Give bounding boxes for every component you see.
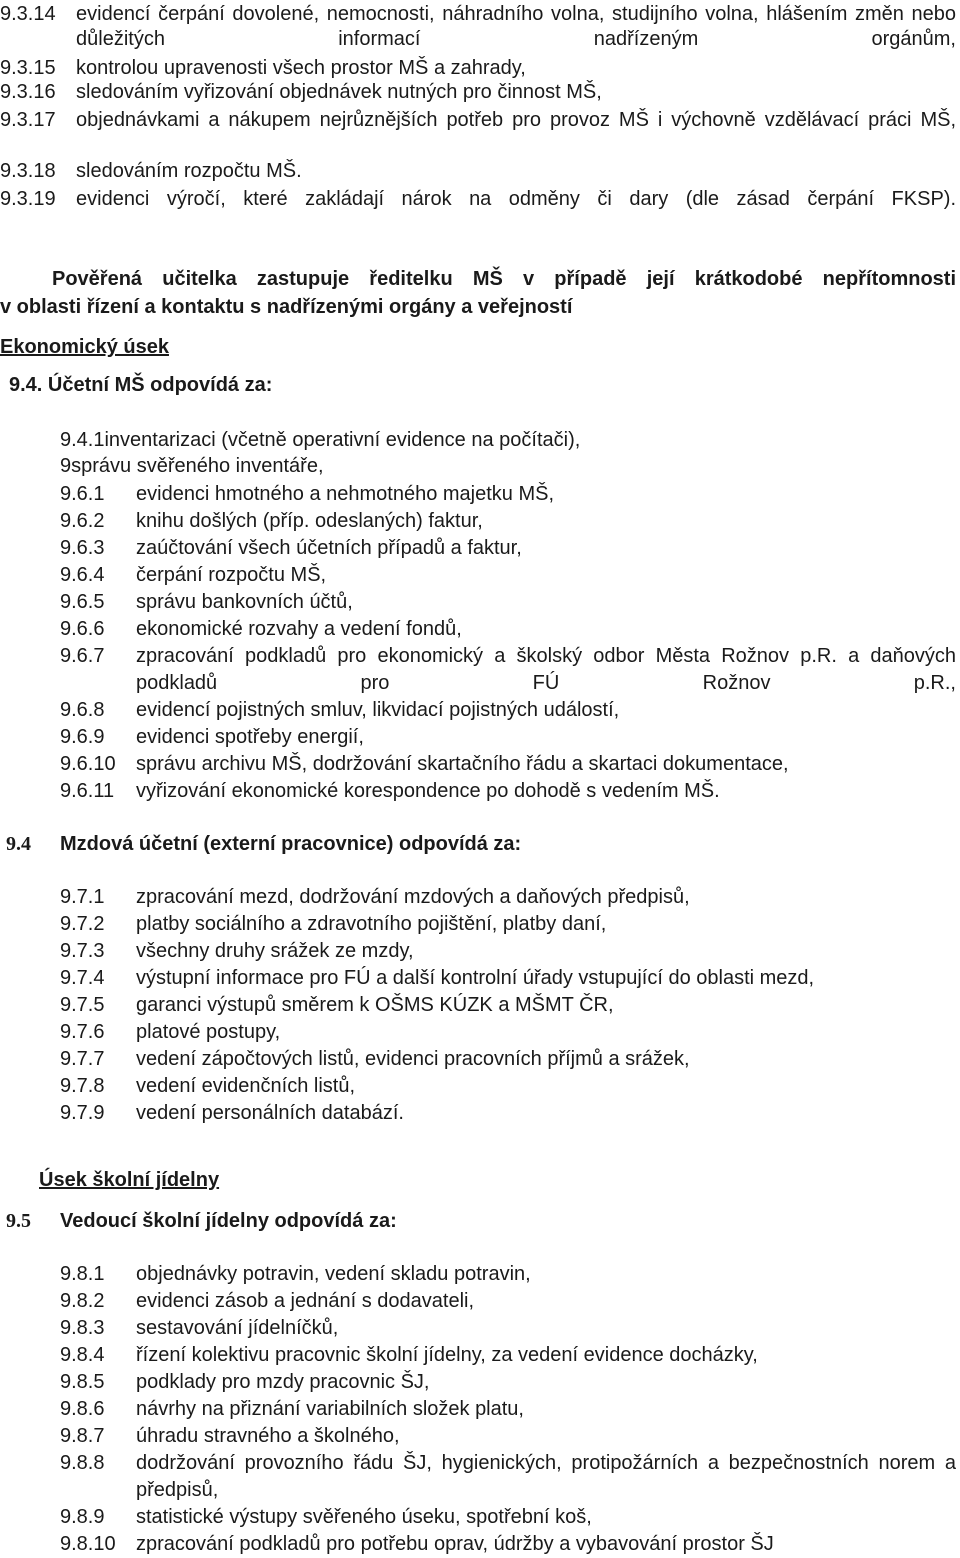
list-item bbox=[60, 481, 956, 508]
list-item bbox=[0, 56, 956, 81]
list-item bbox=[0, 159, 956, 184]
item-text: kontrolou upravenosti všech prostor MŠ a zahrady, bbox=[76, 57, 526, 79]
item-number: 9.7.6 bbox=[60, 1021, 105, 1043]
item-text: vedení evidenčních listů, bbox=[136, 1075, 356, 1097]
item-text: statistické výstupy svěřeného úseku, spotřební koš, bbox=[136, 1506, 592, 1528]
heading-number: 9.4 bbox=[6, 833, 31, 855]
item-number: 9.8.10 bbox=[60, 1533, 116, 1555]
item-text: zpracování podkladů pro potřebu oprav, údržby a vybavování prostor ŠJ bbox=[136, 1533, 774, 1555]
heading-number: 9.5 bbox=[6, 1210, 31, 1232]
item-text: objednávkami a nákupem nejrůznějších potřeb pro provoz MŠ i výchovně vzdělávací práci MŠ, bbox=[76, 109, 956, 131]
list-item bbox=[60, 562, 956, 589]
list-item bbox=[60, 1450, 956, 1504]
item-text: všechny druhy srážek ze mzdy, bbox=[136, 940, 414, 962]
list-item bbox=[60, 751, 956, 778]
list-item bbox=[60, 1423, 956, 1450]
item-text: správu bankovních účtů, bbox=[136, 591, 353, 613]
item-number: 9.7.9 bbox=[60, 1102, 105, 1124]
item-number: 9.6.6 bbox=[60, 618, 105, 640]
list-item bbox=[60, 1342, 956, 1369]
deputy-paragraph bbox=[0, 265, 956, 321]
list-item bbox=[60, 1504, 956, 1531]
section-heading-canteen bbox=[6, 1207, 397, 1235]
item-number: 9.7.1 bbox=[60, 886, 105, 908]
item-text: ekonomické rozvahy a vedení fondů, bbox=[136, 618, 462, 640]
list-item bbox=[60, 1288, 956, 1315]
item-text: sledováním vyřizování objednávek nutných pro činnost MŠ, bbox=[76, 81, 602, 103]
list-item bbox=[0, 2, 956, 52]
item-number: 9.6.2 bbox=[60, 510, 105, 532]
deputy-paragraph-line-2: v oblasti řízení a kontaktu s nadřízenými orgány a veřejností bbox=[0, 296, 573, 318]
item-number: 9.3.17 bbox=[0, 109, 56, 131]
item-number: 9.8.8 bbox=[60, 1452, 105, 1474]
item-number: 9.6.4 bbox=[60, 564, 105, 586]
item-number: 9.6.11 bbox=[60, 780, 115, 802]
item-number: 9.8.6 bbox=[60, 1398, 105, 1420]
item-text: vyřizování ekonomické korespondence po dohodě s vedením MŠ. bbox=[136, 780, 720, 802]
item-text: sestavování jídelníčků, bbox=[136, 1317, 339, 1339]
item-number: 9.6.1 bbox=[60, 483, 105, 505]
item-number: 9.7.2 bbox=[60, 913, 105, 935]
item-text: výstupní informace pro FÚ a další kontrolní úřady vstupující do oblasti mezd, bbox=[136, 967, 815, 989]
list-item bbox=[0, 108, 956, 133]
list-item bbox=[60, 911, 956, 938]
heading-text: Vedoucí školní jídelny odpovídá za: bbox=[60, 1210, 397, 1232]
item-text: čerpání rozpočtu MŠ, bbox=[136, 564, 327, 586]
item-text: vedení personálních databází. bbox=[136, 1102, 404, 1124]
item-number: 9.7.3 bbox=[60, 940, 105, 962]
item-number: 9.3.16 bbox=[0, 81, 56, 103]
item-text: úhradu stravného a školného, bbox=[136, 1425, 400, 1447]
section-title-economic: Ekonomický úsek bbox=[0, 336, 169, 358]
list-item bbox=[0, 187, 956, 212]
item-number: 9.8.2 bbox=[60, 1290, 105, 1312]
list-line: 9správu svěřeného inventáře, bbox=[60, 455, 324, 477]
list-item bbox=[60, 589, 956, 616]
item-number: 9.7.4 bbox=[60, 967, 105, 989]
item-text: správu archivu MŠ, dodržování skartačního řádu a skartaci dokumentace, bbox=[136, 753, 789, 775]
list-item bbox=[60, 884, 956, 911]
item-number: 9.6.9 bbox=[60, 726, 105, 748]
list-item bbox=[60, 1019, 956, 1046]
item-number: 9.8.1 bbox=[60, 1263, 105, 1285]
section-title-canteen: Úsek školní jídelny bbox=[39, 1169, 220, 1191]
item-number: 9.3.19 bbox=[0, 188, 56, 210]
item-text: evidenci hmotného a nehmotného majetku MŠ, bbox=[136, 483, 555, 505]
item-number: 9.7.8 bbox=[60, 1075, 105, 1097]
list-item bbox=[60, 778, 956, 805]
list-item bbox=[60, 1315, 956, 1342]
item-text: evidencí čerpání dovolené, nemocnosti, náhradního volna, studijního volna, hlášením změn nebo důležitých informací nadřízeným orgánům, bbox=[76, 3, 956, 50]
item-text: sledováním rozpočtu MŠ. bbox=[76, 160, 302, 182]
list-item bbox=[60, 1073, 956, 1100]
item-text: dodržování provozního řádu ŠJ, hygienických, protipožárních a bezpečnostních norem a předpisů, bbox=[136, 1452, 956, 1501]
list-item bbox=[0, 80, 956, 105]
list-item bbox=[60, 1396, 956, 1423]
item-text: platby sociálního a zdravotního pojištění, platby daní, bbox=[136, 913, 607, 935]
list-item bbox=[60, 616, 956, 643]
item-text: objednávky potravin, vedení skladu potravin, bbox=[136, 1263, 531, 1285]
item-number: 9.8.3 bbox=[60, 1317, 105, 1339]
list-item bbox=[60, 1100, 956, 1127]
list-item bbox=[60, 992, 956, 1019]
list-item bbox=[60, 508, 956, 535]
item-text: evidencí pojistných smluv, likvidací pojistných událostí, bbox=[136, 699, 620, 721]
list-line: 9.4.1inventarizaci (včetně operativní evidence na počítači), bbox=[60, 429, 581, 451]
item-number: 9.3.14 bbox=[0, 3, 56, 25]
item-number: 9.6.5 bbox=[60, 591, 105, 613]
item-number: 9.7.5 bbox=[60, 994, 105, 1016]
section-heading-accountant: 9.4. Účetní MŠ odpovídá za: bbox=[9, 374, 273, 396]
list-item bbox=[60, 697, 956, 724]
item-text: zpracování podkladů pro ekonomický a školský odbor Města Rožnov p.R. a daňových podkladů pro FÚ Rožnov p.R., bbox=[136, 645, 956, 694]
list-item bbox=[60, 938, 956, 965]
item-text: zpracování mezd, dodržování mzdových a daňových předpisů, bbox=[136, 886, 690, 908]
list-item bbox=[60, 643, 956, 697]
item-text: knihu došlých (příp. odeslaných) faktur, bbox=[136, 510, 483, 532]
list-item bbox=[60, 1046, 956, 1073]
item-number: 9.7.7 bbox=[60, 1048, 105, 1070]
list-item bbox=[60, 1369, 956, 1396]
list-item bbox=[60, 1531, 956, 1558]
item-text: zaúčtování všech účetních případů a faktur, bbox=[136, 537, 522, 559]
item-text: evidenci zásob a jednání s dodavateli, bbox=[136, 1290, 475, 1312]
item-number: 9.3.15 bbox=[0, 57, 56, 79]
list-item bbox=[60, 724, 956, 751]
item-number: 9.8.7 bbox=[60, 1425, 105, 1447]
item-text: evidenci výročí, které zakládají nárok na odměny či dary (dle zásad čerpání FKSP). bbox=[76, 188, 956, 210]
item-number: 9.8.4 bbox=[60, 1344, 105, 1366]
item-text: platové postupy, bbox=[136, 1021, 281, 1043]
item-text: návrhy na přiznání variabilních složek platu, bbox=[136, 1398, 524, 1420]
item-text: garanci výstupů směrem k OŠMS KÚZK a MŠMT ČR, bbox=[136, 994, 614, 1016]
list-item bbox=[60, 1261, 956, 1288]
deputy-paragraph-line-1: Pověřená učitelka zastupuje ředitelku MŠ v případě její krátkodobé nepřítomnosti bbox=[52, 268, 956, 290]
item-number: 9.6.7 bbox=[60, 645, 105, 667]
list-item bbox=[60, 535, 956, 562]
item-number: 9.8.5 bbox=[60, 1371, 105, 1393]
item-text: řízení kolektivu pracovnic školní jídelny, za vedení evidence docházky, bbox=[136, 1344, 758, 1366]
item-number: 9.3.18 bbox=[0, 160, 56, 182]
list-item bbox=[60, 965, 956, 992]
item-text: evidenci spotřeby energií, bbox=[136, 726, 364, 748]
item-number: 9.6.10 bbox=[60, 753, 116, 775]
heading-text: Mzdová účetní (externí pracovnice) odpovídá za: bbox=[60, 833, 522, 855]
item-number: 9.6.8 bbox=[60, 699, 105, 721]
section-heading-payroll bbox=[6, 830, 521, 858]
item-text: podklady pro mzdy pracovnic ŠJ, bbox=[136, 1371, 430, 1393]
item-text: vedení zápočtových listů, evidenci pracovních příjmů a srážek, bbox=[136, 1048, 690, 1070]
item-number: 9.6.3 bbox=[60, 537, 105, 559]
item-number: 9.8.9 bbox=[60, 1506, 105, 1528]
